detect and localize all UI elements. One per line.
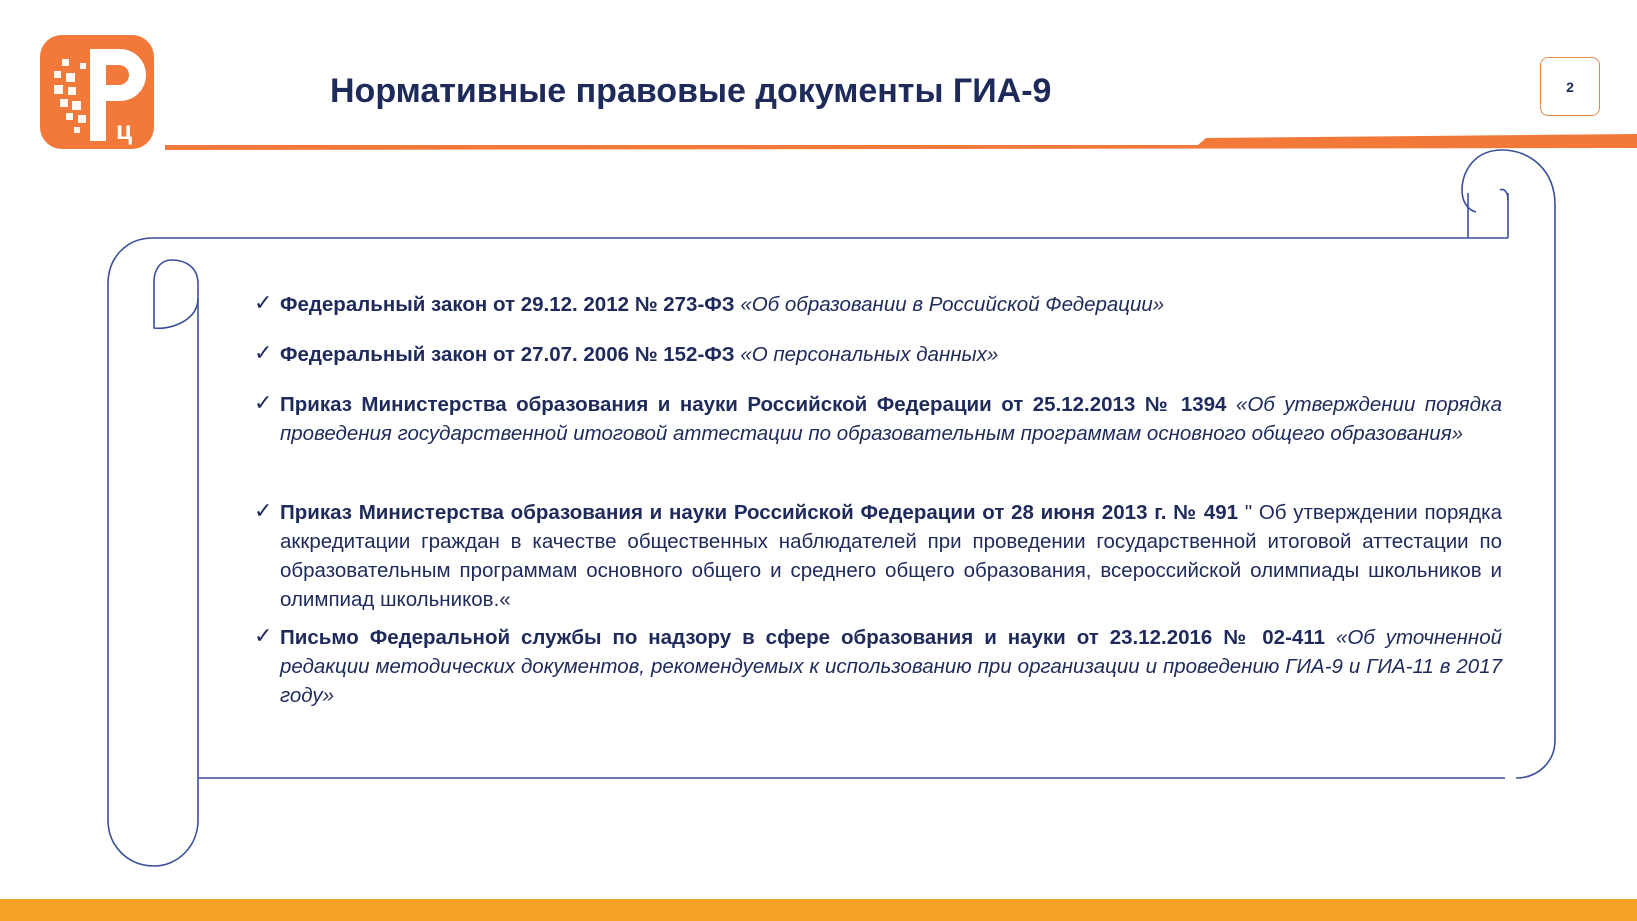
list-item xyxy=(254,623,1502,710)
document-title: Федеральный закон от 27.07. 2006 № 152-ФЗ xyxy=(280,343,735,366)
check-icon: ✓ xyxy=(254,498,273,523)
document-title: Приказ Министерства образования и науки Российской Федерации от 28 июня 2013 г. № 491 xyxy=(280,501,1239,524)
document-subject: " Об утверждении порядка аккредитации граждан в качестве общественных наблюдателей при проведении государственной итоговой аттестации по образовательным программам основного общего и среднего общего образования, всероссийской олимпиады школьников и олимпиад школьников.« xyxy=(280,501,1502,611)
check-icon: ✓ xyxy=(254,623,273,648)
list-item xyxy=(254,498,1502,614)
check-icon: ✓ xyxy=(254,390,273,415)
document-title: Приказ Министерства образования и науки Российской Федерации от 25.12.2013 № 1394 xyxy=(280,393,1227,416)
document-subject: «Об уточненной редакции методических документов, рекомендуемых к использованию при организации и проведению ГИА-9 и ГИА-11 в 2017 году» xyxy=(280,626,1503,707)
list-item xyxy=(254,340,1502,369)
list-item xyxy=(254,290,1502,319)
document-subject: «О персональных данных» xyxy=(740,343,999,366)
page-title: Нормативные правовые документы ГИА-9 xyxy=(330,72,1052,110)
check-icon: ✓ xyxy=(254,290,273,315)
document-subject: «Об утверждении порядка проведения государственной итоговой аттестации по образовательным программам основного общего образования» xyxy=(280,393,1503,445)
document-title: Федеральный закон от 29.12. 2012 № 273-ФЗ xyxy=(280,293,735,316)
page-number: 2 xyxy=(1566,78,1574,95)
footer-bar xyxy=(0,899,1637,921)
list-item xyxy=(254,390,1502,448)
logo-sub-letter: ц xyxy=(116,115,132,145)
document-title: Письмо Федеральной службы по надзору в сфере образования и науки от 23.12.2016 № 02-411 xyxy=(280,626,1325,649)
document-subject: «Об образовании в Российской Федерации» xyxy=(740,293,1165,316)
check-icon: ✓ xyxy=(254,340,273,365)
